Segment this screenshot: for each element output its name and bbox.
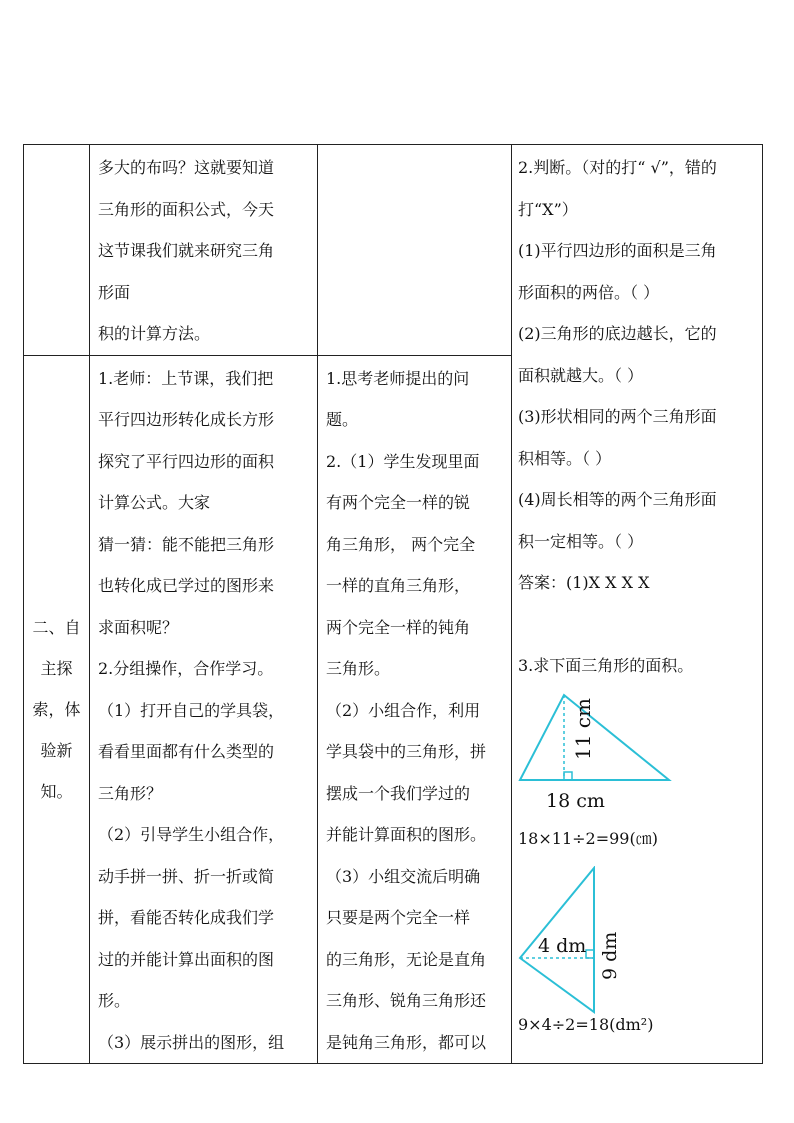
text-line: 学具袋中的三角形，拼: [326, 742, 487, 761]
text-line: 1.老师：上节课，我们把: [98, 368, 274, 388]
text-line: 求面积呢？: [98, 617, 179, 637]
text-line: (2)三角形的底边越长，它的: [518, 324, 717, 343]
text-line: 形面: [98, 282, 131, 302]
triangle-1-base-label: 18 cm: [546, 790, 605, 812]
text-line: 计算公式。大家: [98, 493, 211, 512]
lesson-plan-table: [23, 144, 763, 1064]
triangle-1-height-label: 11 cm: [571, 698, 595, 760]
answer-1: 18×11÷2=99(㎝): [518, 829, 658, 848]
text-line: (1)平行四边形的面积是三角: [518, 241, 717, 260]
practice-cell: [512, 145, 763, 1064]
text-line: 三角形？: [98, 783, 163, 803]
answer-2: 9×4÷2=18(dm²): [518, 1014, 654, 1034]
question-3-title: 3.求下面三角形的面积。: [518, 655, 694, 675]
text-line: 动手拼一拼、折一折或简: [98, 866, 275, 886]
text-line: 积一定相等。（ ）: [518, 531, 644, 551]
stage-label-line: 主探: [40, 658, 73, 678]
stage-cell: [24, 355, 90, 1064]
text-line: 过的并能计算出面积的图: [98, 949, 275, 969]
student-activity-cell: [318, 145, 512, 356]
stage-label-line: 二、自: [32, 617, 81, 637]
text-line: 只要是两个完全一样: [326, 908, 471, 927]
text-line: 探究了平行四边形的面积: [98, 451, 275, 471]
text-line: 角三角形， 两个完全: [326, 534, 476, 554]
stage-label-line: 知。: [40, 781, 73, 801]
text-line: 1.思考老师提出的问: [326, 368, 470, 388]
triangle-2-base-label: 9 dm: [599, 931, 621, 980]
teacher-activity-cell: [90, 145, 318, 356]
text-line: 形面积的两倍。（ ）: [518, 282, 660, 302]
text-line: 摆成一个我们学过的: [326, 783, 471, 803]
text-line: 一样的直角三角形，: [326, 576, 471, 595]
text-line: 拼，看能否转化成我们学: [98, 908, 275, 927]
text-line: （2）引导学生小组合作，: [98, 825, 285, 844]
text-line: 这节课我们就来研究三角: [98, 241, 275, 260]
text-line: 并能计算面积的图形。: [326, 825, 487, 844]
text-line: （2）小组合作，利用: [326, 700, 481, 720]
text-line: 是钝角三角形，都可以: [326, 1032, 487, 1052]
text-line: （3）小组交流后明确: [326, 866, 481, 886]
text-line: 2.（1）学生发现里面: [326, 451, 480, 471]
text-line: 也转化成已学过的图形来: [98, 576, 275, 595]
text-line: 多大的布吗？这就要知道: [98, 158, 275, 177]
stage-label-line: 索，体: [32, 699, 81, 719]
text-line: 看看里面都有什么类型的: [98, 742, 275, 761]
text-line: (3)形状相同的两个三角形面: [518, 407, 717, 426]
table-row: [24, 145, 763, 356]
stage-cell: [24, 145, 90, 356]
text-line: 形。: [98, 991, 131, 1010]
student-activity-cell: [318, 355, 512, 1064]
teacher-activity-cell: [90, 355, 318, 1064]
text-line: 题。: [326, 410, 359, 429]
text-line: 的三角形，无论是直角: [326, 949, 487, 969]
text-line: 三角形。: [326, 659, 391, 678]
text-line: 打“X”）: [518, 199, 578, 219]
text-line: 三角形的面积公式，今天: [98, 199, 275, 219]
text-line: 面积就越大。（ ）: [518, 365, 644, 385]
text-line: 三角形、锐角三角形还: [326, 991, 487, 1010]
text-line: 2.分组操作，合作学习。: [98, 659, 274, 678]
text-line: 有两个完全一样的锐: [326, 493, 471, 512]
triangle-figure-2: [518, 866, 638, 1014]
text-line: 平行四边形转化成长方形: [98, 410, 275, 429]
text-line: 答案：(1)X X X X: [518, 573, 650, 592]
text-line: (4)周长相等的两个三角形面: [518, 490, 717, 509]
text-line: （1）打开自己的学具袋，: [98, 700, 285, 720]
right-angle-mark: [586, 950, 594, 958]
text-line: 2.判断。（对的打“ √”，错的: [518, 158, 717, 177]
triangle-2-height-label: 4 dm: [538, 934, 587, 957]
right-angle-mark: [564, 772, 572, 780]
stage-label-line: 验新: [40, 740, 73, 760]
text-line: 两个完全一样的钝角: [326, 617, 471, 637]
triangle-figure-1: [518, 692, 678, 788]
blank-line: [518, 604, 756, 645]
text-line: （3）展示拼出的图形，组: [98, 1032, 285, 1052]
text-line: 积相等。（ ）: [518, 448, 612, 468]
text-line: 积的计算方法。: [98, 324, 211, 343]
text-line: 猜一猜：能不能把三角形: [98, 534, 275, 554]
